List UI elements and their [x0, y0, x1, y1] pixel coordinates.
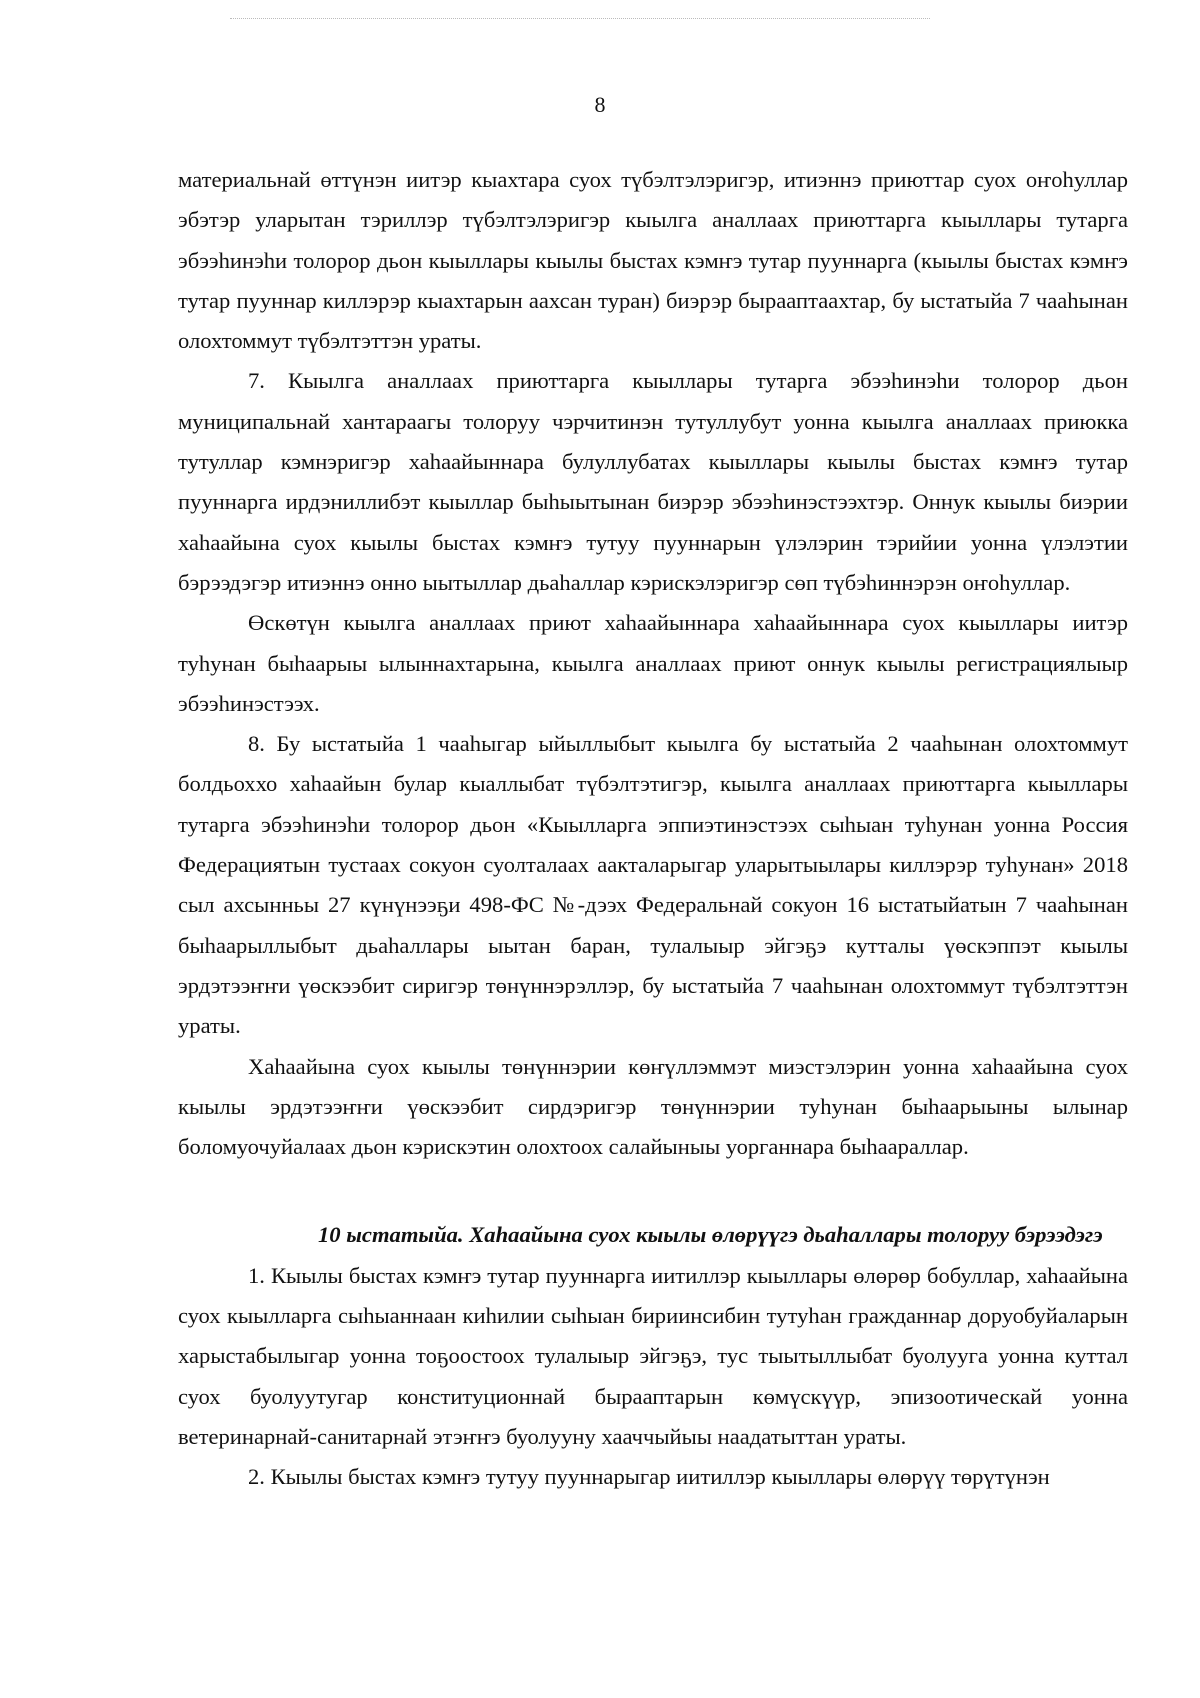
page-number: 8 [594, 92, 606, 117]
paragraph: Өскөтүн кыылга аналлаах приют хаһаайыннара хаһаайыннара суох кыыллары иитэр туһунан быһаарыы ылыннахтарына, кыылга аналлаах приют оннук кыылы регистрациялыыр эбээһинэстээх. [178, 610, 1128, 716]
paragraph: 2. Кыылы быстах кэмҥэ тутуу пууннарыгар иитиллэр кыыллары өлөрүү төрүтүнэн [248, 1464, 1050, 1490]
article-heading: 10 ыстатыйа. Хаһаайына суох кыылы өлөрүүгэ дьаһаллары толоруу бэрээдэгэ [318, 1222, 1103, 1248]
scan-edge-mark [230, 18, 930, 21]
paragraph: материальнай өттүнэн иитэр кыахтара суох түбэлтэлэригэр, итиэннэ приюттар суох оҥоһуллар эбэтэр уларытан тэриллэр түбэлтэлэригэр кыылга аналлаах приюттарга кыыллары тутарга эбээһинэһи толорор дьон кыыллары кыылы быстах кэмҥэ тутар пууннарга (кыылы быстах кэмҥэ тутар пууннар киллэрэр кыахтарын аахсан туран) биэрэр бырааптаахтар, бу ыстатыйа 7 чааһынан олохтоммут түбэлтэттэн ураты. [178, 167, 1128, 354]
paragraph: Хаһаайына суох кыылы төнүннэрии көҥүллэммэт миэстэлэрин уонна хаһаайына суох кыылы эрдэтээҥҥи үөскээбит сирдэригэр төнүннэрии туһунан быһаарыыны ылынар боломуочуйалаах дьон кэрискэтин олохтоох салайыныы уорганнара быһаараллар. [178, 1053, 1128, 1160]
paragraph: 8. Бу ыстатыйа 1 чааһыгар ыйыллыбыт кыылга бу ыстатыйа 2 чааһынан олохтоммут болдьоххо хаһаайын булар кыаллыбат түбэлтэтигэр, кыылга аналлаах приюттарга кыыллары тутарга эбээһинэһи толорор дьон «Кыылларга эппиэтинэстээх сыһыан туһунан уонна Россия Федерациятын тустаах сокуон суолталаах аакталарыгар уларытыылары киллэрэр туһунан» 2018 сыл ахсынньы 27 күнүнээҕи 498-ФС №-дээх Федеральнай сокуон 16 ыстатыйатын 7 чааһынан быһаарыллыбыт дьаһаллары ыытан баран, тулалыыр эйгэҕэ кутталы үөскэппэт кыылы эрдэтээҥҥи үөскээбит сиригэр төнүннэрэллэр, бу ыстатыйа 7 чааһынан олохтоммут түбэлтэттэн ураты. [178, 731, 1128, 1039]
document-body [178, 160, 1128, 1498]
paragraph: 1. Кыылы быстах кэмҥэ тутар пууннарга иитиллэр кыыллары өлөрөр бобуллар, хаһаайына суох кыылларга сыһыаннаан киһилии сыһыан бириинсибин тутуһан гражданнар доруобуйаларын харыстабылыгар уонна тоҕоостоох тулалыыр эйгэҕэ, тус тыытыллыбат буолууга уонна куттал суох буолуутугар конституционнай бырааптарын көмүскүүр, эпизоотическай уонна ветеринарнай-санитарнай этэҥҥэ буолууну хааччыйыы наадатыттан ураты. [178, 1262, 1128, 1449]
paragraph: 7. Кыылга аналлаах приюттарга кыыллары тутарга эбээһинэһи толорор дьон муниципальнай хантараагы толоруу чэрчитинэн тутуллубут уонна кыылга аналлаах приюкка тутуллар кэмнэригэр хаһаайыннара булуллубатах кыыллары кыылы быстах кэмҥэ тутар пууннарга ирдэниллибэт кыыллар быһыытынан биэрэр эбээһинэстээхтэр. Оннук кыылы биэрии хаһаайына суох кыылы быстах кэмҥэ тутуу пууннарын үлэлэрин тэрийии уонна үлэлэтии бэрээдэгэр итиэннэ онно ыытыллар дьаһаллар кэрискэлэригэр сөп түбэһиннэрэн оҥоһуллар. [178, 368, 1128, 595]
